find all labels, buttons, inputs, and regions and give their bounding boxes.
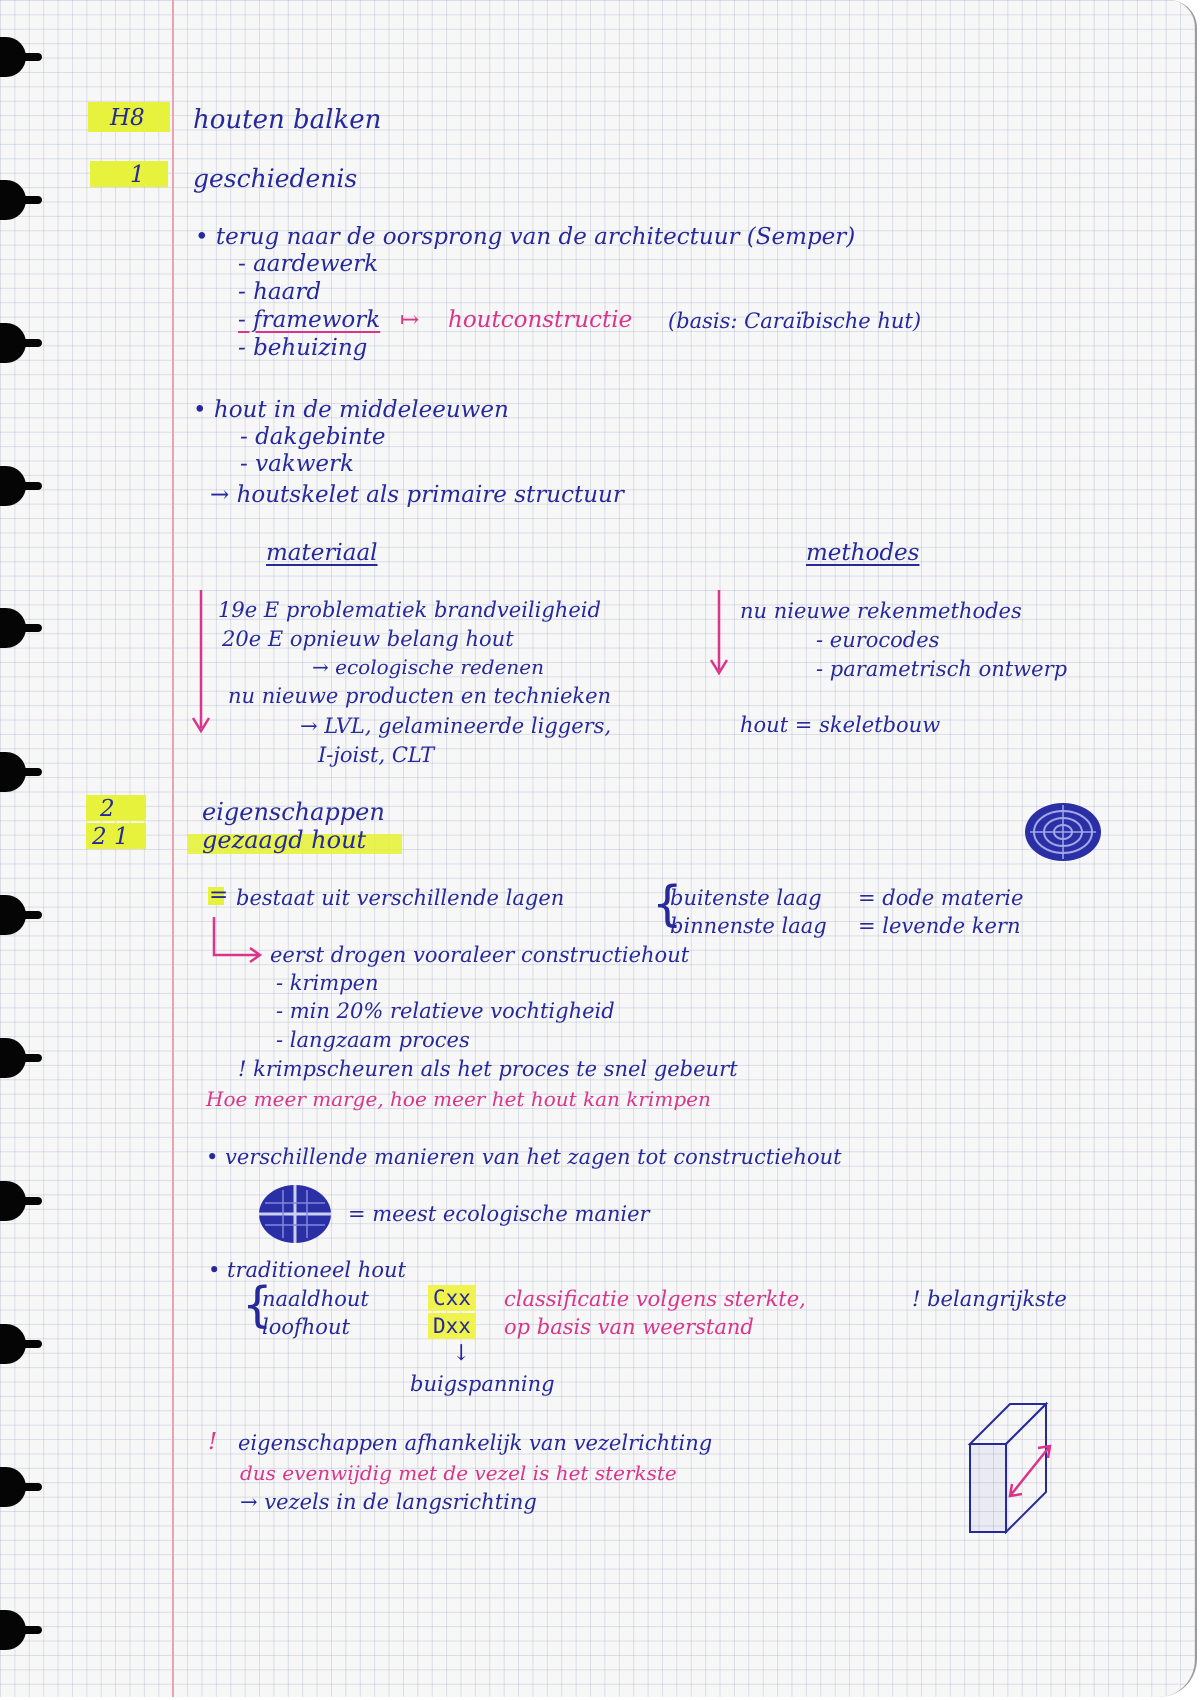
highlight <box>86 795 146 821</box>
warning-line: ! krimpscheuren als het proces te snel gebeurt <box>238 1057 738 1081</box>
section-title: geschiedenis <box>193 164 358 193</box>
list-item: - dakgebinte <box>240 424 386 450</box>
highlight <box>90 161 168 187</box>
dry-item: - krimpen <box>276 971 379 995</box>
inner-layer: binnenste laag <box>670 914 827 938</box>
arrow-icon: ↦ <box>400 307 420 333</box>
pink-note: dus evenwijdig met de vezel is het sterkste <box>240 1461 677 1485</box>
dry-first: eerst drogen vooraleer constructiehout <box>270 943 690 967</box>
dry-item: - min 20% relatieve vochtigheid <box>276 999 615 1023</box>
fiber-warning: eigenschappen afhankelijk van vezelrichting <box>238 1431 713 1455</box>
layers-lead: bestaat uit verschillende lagen <box>236 886 565 910</box>
methods-arrow <box>708 588 730 680</box>
methods-heading: methodes <box>806 540 920 566</box>
class-note: classificatie volgens sterkte, <box>504 1287 806 1311</box>
eco-way: = meest ecologische manier <box>348 1202 650 1226</box>
material-line: → LVL, gelamineerde liggers, <box>300 714 612 738</box>
tree-rings-icon <box>1022 800 1104 864</box>
methods-line: hout = skeletbouw <box>740 713 941 737</box>
list-item: - behuizing <box>238 335 368 361</box>
outer-result: = dode materie <box>858 886 1024 910</box>
methods-line: - eurocodes <box>816 628 940 652</box>
pink-note: Hoe meer marge, hoe meer het hout kan krimpen <box>206 1087 711 1111</box>
list-item: - haard <box>238 279 322 305</box>
chapter-number: H8 <box>110 105 145 131</box>
most-important: ! belangrijkste <box>912 1287 1067 1311</box>
wood-block-icon <box>966 1396 1076 1540</box>
origin-line: • terug naar de oorsprong van de architectuur (Semper) <box>195 224 856 250</box>
timeline-arrow <box>190 588 212 738</box>
subsection-number: 2 1 <box>92 824 129 850</box>
section-title: eigenschappen <box>202 798 385 826</box>
margin-line <box>172 0 174 1697</box>
material-line: → ecologische redenen <box>312 655 545 679</box>
corner-arrow <box>208 915 268 965</box>
material-heading: materiaal <box>266 540 378 566</box>
down-arrow-icon: ↓ <box>452 1341 471 1366</box>
skeleton-line: → houtskelet als primaire structuur <box>210 482 624 508</box>
bending-note: buigspanning <box>410 1372 555 1396</box>
outer-layer: buitenste laag <box>670 886 822 910</box>
brace: { <box>242 1277 273 1333</box>
strength-class-c: Cxx <box>428 1285 476 1311</box>
list-item: - framework <box>238 307 381 333</box>
subsection-title: gezaagd hout <box>202 826 367 854</box>
equals-marker: = <box>209 882 229 908</box>
section-number: 1 <box>130 162 145 188</box>
brace: { <box>652 876 683 932</box>
fiber-direction: → vezels in de langsrichting <box>240 1490 537 1514</box>
list-item: - aardewerk <box>238 251 379 277</box>
material-line: 19e E problematiek brandveiligheid <box>218 598 601 622</box>
warning-mark: ! <box>208 1429 218 1455</box>
chapter-title: houten balken <box>193 105 382 135</box>
hardwood: loofhout <box>262 1315 350 1339</box>
basis-note: (basis: Caraïbische hut) <box>668 309 922 333</box>
inner-result: = levende kern <box>858 914 1021 938</box>
material-line: I-joist, CLT <box>318 743 435 767</box>
middle-ages-line: • hout in de middeleeuwen <box>193 397 509 423</box>
sawing-line: • verschillende manieren van het zagen tot constructiehout <box>206 1145 842 1169</box>
dry-item: - langzaam proces <box>276 1028 470 1052</box>
traditional-line: • traditioneel hout <box>208 1258 406 1282</box>
section-number: 2 <box>100 796 115 822</box>
list-item: - vakwerk <box>240 451 354 477</box>
strength-class-d: Dxx <box>428 1313 476 1339</box>
softwood: naaldhout <box>262 1287 369 1311</box>
methods-line: nu nieuwe rekenmethodes <box>740 599 1022 623</box>
material-line: 20e E opnieuw belang hout <box>222 627 514 651</box>
quarter-sawn-icon <box>255 1181 335 1247</box>
material-line: nu nieuwe producten en technieken <box>228 684 612 708</box>
framework-note: houtconstructie <box>448 307 633 333</box>
methods-line: - parametrisch ontwerp <box>816 657 1068 681</box>
class-note: op basis van weerstand <box>504 1315 754 1339</box>
